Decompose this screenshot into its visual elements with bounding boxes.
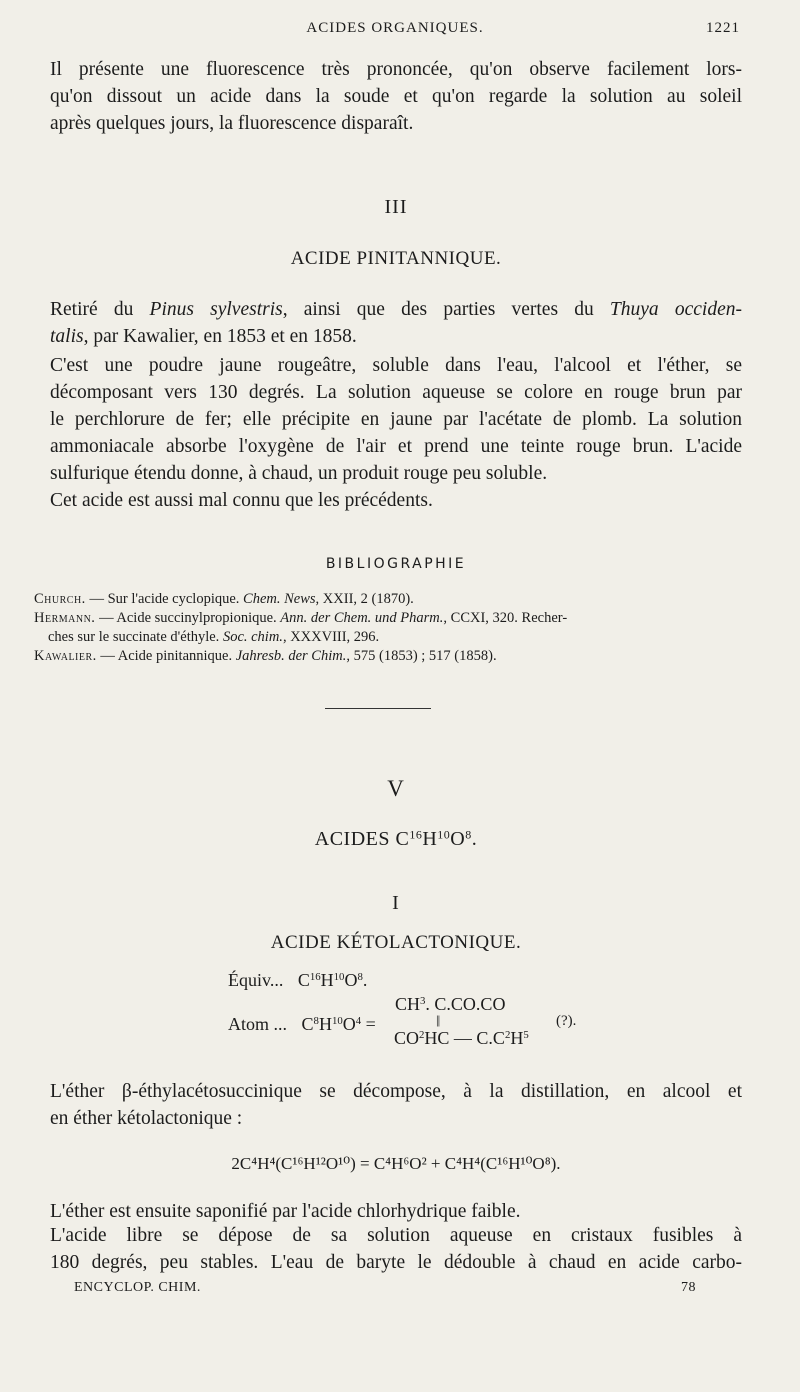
subscript-index: 8 xyxy=(465,827,472,842)
bib-text: , XXII, 2 (1870). xyxy=(315,591,414,607)
footer-signature-number: 78 xyxy=(681,1280,696,1295)
section-divider xyxy=(325,708,431,709)
intro-line: qu'on dissout un acide dans la soude et qu'on regarde la solution au soleil xyxy=(50,86,742,107)
bib-text: , 575 (1853) ; 517 (1858). xyxy=(346,648,497,664)
bibliography-entry xyxy=(34,647,744,666)
bibliography-entry xyxy=(34,590,744,609)
text-line: ammoniacale absorbe l'oxygène de l'air et prend une teinte rouge brun. L'acide xyxy=(50,436,742,457)
bibliography-heading: BIBLIOGRAPHIE xyxy=(325,556,467,572)
bib-journal: Jahresb. der Chim. xyxy=(235,648,347,664)
species-name: talis xyxy=(50,326,84,347)
chapter-title xyxy=(50,828,742,851)
bib-journal: Chem. News xyxy=(243,591,316,607)
species-name: Pinus sylvestris xyxy=(149,299,283,320)
structure-bottom: $CO^2HC$ — $C.C^2H^5$ xyxy=(394,1028,529,1048)
bib-text: , XXXVIII, 296. xyxy=(282,629,380,645)
section3-paragraph-2 xyxy=(50,352,742,487)
running-head-title: ACIDES ORGANIQUES. xyxy=(306,20,484,36)
text-line xyxy=(50,323,742,350)
text-line: L'éther est ensuite saponifié par l'acide chlorhydrique faible. xyxy=(50,1201,521,1222)
running-head xyxy=(50,20,740,44)
section-title: ACIDE KÉTOLACTONIQUE. xyxy=(270,932,522,953)
title-text: . xyxy=(471,828,478,850)
text-run: , par Kawalier, en 1853 et en 1858. xyxy=(83,326,357,347)
text-line: Cet acide est aussi mal connu que les précédents. xyxy=(50,490,433,511)
intro-line: après quelques jours, la fluorescence disparaît. xyxy=(50,113,414,134)
text-run: Retiré du xyxy=(50,299,150,320)
formula-label: Atom ... xyxy=(228,1014,288,1034)
formula-label: Équiv... xyxy=(228,970,284,990)
title-text: H xyxy=(422,828,438,850)
bibliography-entry-continuation xyxy=(34,628,744,647)
bibliography-entry xyxy=(34,609,744,628)
section-numeral: I xyxy=(392,892,400,914)
section1-paragraph-1 xyxy=(50,1078,742,1132)
text-line: C'est une poudre jaune rougeâtre, soluble dans l'eau, l'alcool et l'éther, se xyxy=(50,355,742,376)
intro-line: Il présente une fluorescence très prononcée, qu'on observe facilement lors- xyxy=(50,59,742,80)
double-bond-mark: || xyxy=(436,1012,440,1027)
subscript-index: 16 xyxy=(409,827,423,842)
species-name: Thuya occiden- xyxy=(609,299,742,320)
text-line: L'éther β-éthylacétosuccinique se décompose, à la distillation, en alcool et xyxy=(50,1081,742,1102)
formula-value: $C^{16}H^{10}O^8$. xyxy=(297,970,368,990)
footer-signature: ENCYCLOP. CHIM. xyxy=(74,1280,201,1295)
subscript-index: 10 xyxy=(437,827,451,842)
bib-author: Kawalier. xyxy=(34,648,97,664)
bib-journal: Ann. der Chem. und Pharm. xyxy=(280,610,444,626)
atom-formula xyxy=(228,1014,376,1035)
text-line: L'acide libre se dépose de sa solution aqueuse en cristaux fusibles à xyxy=(50,1225,742,1246)
text-run: , ainsi que des parties vertes du xyxy=(282,299,610,320)
formula-value: $C^8H^{10}O^4$ = xyxy=(301,1014,376,1034)
text-line: décomposant vers 130 degrés. La solution aqueuse se colore en rouge brun par xyxy=(50,382,742,403)
section-numeral: III xyxy=(384,196,408,218)
section3-paragraph-3 xyxy=(50,487,742,514)
equiv-formula xyxy=(228,970,367,991)
structure-top: $CH^3$. C.CO.CO xyxy=(395,994,506,1014)
reaction-equation: 2C⁴H⁴(C¹⁶H¹²O¹⁰) = C⁴H⁶O² + C⁴H⁴(C¹⁶H¹⁰O⁸). xyxy=(231,1154,561,1173)
bib-author: Hermann. xyxy=(34,610,96,626)
bib-text: — Acide succinylpropionique. xyxy=(95,610,281,626)
page-number: 1221 xyxy=(706,20,740,36)
structure-note: (?). xyxy=(556,1013,577,1029)
section1-paragraph-3 xyxy=(50,1222,742,1276)
title-text: ACIDES C xyxy=(314,828,410,850)
bib-text: , CCXI, 320. Recher- xyxy=(443,610,568,626)
page-footer xyxy=(74,1280,696,1296)
text-line: sulfurique étendu donne, à chaud, un produit rouge peu soluble. xyxy=(50,463,548,484)
bibliography-list xyxy=(34,590,744,666)
bib-text: ches sur le succinate d'éthyle. xyxy=(48,629,223,645)
bib-text: — Acide pinitannique. xyxy=(96,648,236,664)
section1-paragraph-2 xyxy=(50,1198,742,1225)
bib-text: — Sur l'acide cyclopique. xyxy=(85,591,244,607)
section3-paragraph-1 xyxy=(50,296,742,350)
text-line: en éther kétolactonique : xyxy=(50,1108,243,1129)
section-title: ACIDE PINITANNIQUE. xyxy=(290,248,502,269)
title-text: O xyxy=(450,828,466,850)
chapter-numeral: V xyxy=(387,776,405,801)
text-line: 180 degrés, peu stables. L'eau de baryte le dédouble à chaud en acide carbo- xyxy=(50,1252,742,1273)
bib-author: Church. xyxy=(34,591,86,607)
text-line xyxy=(50,296,742,323)
text-line: le perchlorure de fer; elle précipite en jaune par l'acétate de plomb. La solution xyxy=(50,409,742,430)
bib-journal: Soc. chim. xyxy=(222,629,283,645)
intro-paragraph xyxy=(50,56,742,137)
